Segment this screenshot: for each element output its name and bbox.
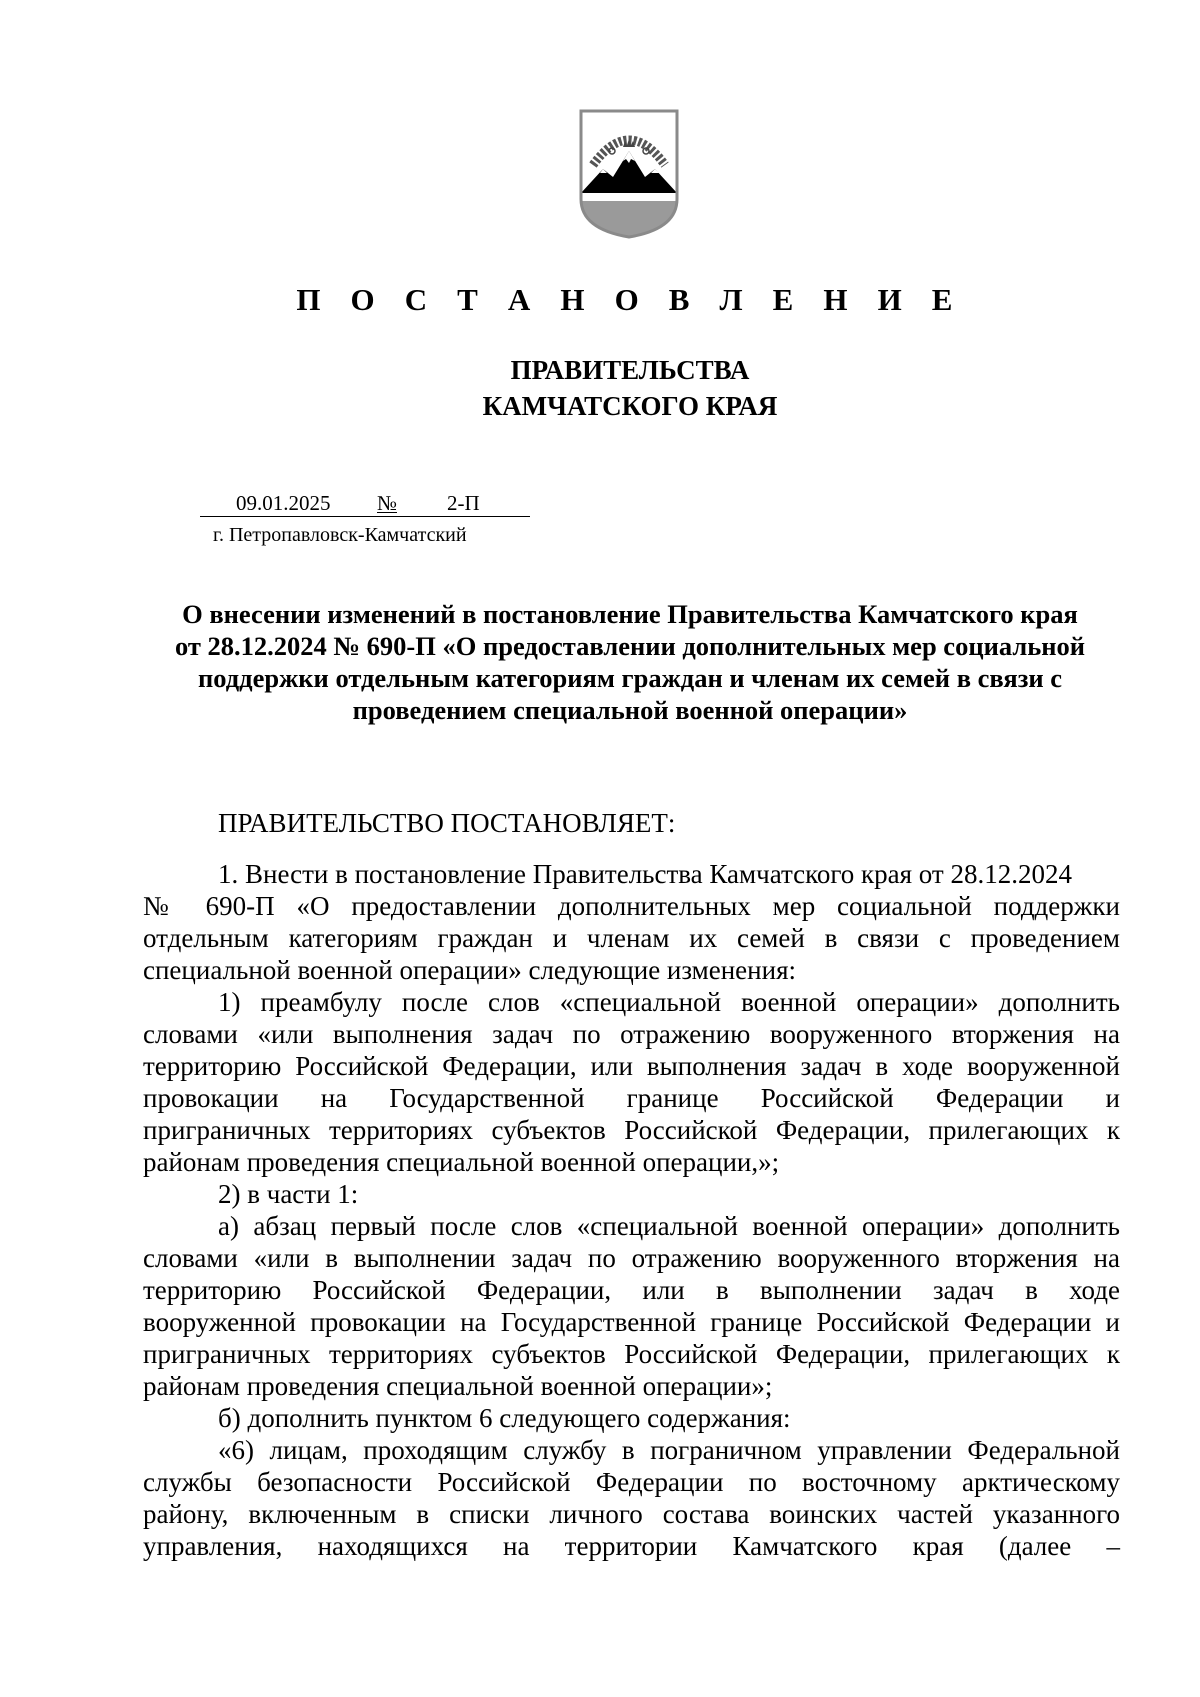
subject-line: от 28.12.2024 № 690-П «О предоставлении дополнительных мер социальной <box>174 631 1086 661</box>
body-line: территорию Российской Федерации, или выполнения задач в ходе вооруженной <box>143 1051 1120 1081</box>
body-line: отдельным категориям граждан и членам их семей в связи с проведением <box>143 923 1120 953</box>
body-line: словами «или в выполнении задач по отражению вооруженного вторжения на <box>143 1243 1120 1273</box>
body-line: вооруженной провокации на Государственной границе Российской Федерации и <box>143 1307 1120 1337</box>
document-type-heading: П О С Т А Н О В Л Е Н И Е <box>296 282 964 317</box>
issuer-line: КАМЧАТСКОГО КРАЯ <box>482 391 778 421</box>
body-line: словами «или выполнения задач по отражению вооруженного вторжения на <box>143 1019 1120 1049</box>
body-line: б) дополнить пунктом 6 следующего содержания: <box>218 1403 791 1433</box>
body-line: 2) в части 1: <box>218 1179 359 1209</box>
body-line: а) абзац первый после слов «специальной военной операции» дополнить <box>218 1211 1120 1241</box>
body-line: району, включенным в списки личного состава воинских частей указанного <box>143 1499 1120 1529</box>
body-line: управления, находящихся на территории Камчатского края (далее – <box>143 1531 1120 1561</box>
body-line: «6) лицам, проходящим службу в пограничном управлении Федеральной <box>218 1435 1120 1465</box>
subject-line: О внесении изменений в постановление Правительства Камчатского края <box>182 599 1078 629</box>
body-line: районам проведения специальной военной операции,»; <box>143 1147 780 1177</box>
body-line: 1) преамбулу после слов «специальной военной операции» дополнить <box>218 987 1120 1017</box>
document-date: 09.01.2025 <box>236 491 331 515</box>
issuer-line: ПРАВИТЕЛЬСТВА <box>510 355 750 385</box>
body-line: провокации на Государственной границе Российской Федерации и <box>143 1083 1120 1113</box>
decree-heading: ПРАВИТЕЛЬСТВО ПОСТАНОВЛЯЕТ: <box>218 808 676 838</box>
kamchatka-coat-of-arms-icon <box>573 107 685 239</box>
registration-line <box>200 490 530 517</box>
document-body <box>143 858 1120 1562</box>
place-of-issue: г. Петропавловск-Камчатский <box>213 524 467 546</box>
subject-line: поддержки отдельным категориям граждан и членам их семей в связи с <box>198 663 1062 693</box>
body-line: территорию Российской Федерации, или в выполнении задач в ходе <box>143 1275 1120 1305</box>
body-line: районам проведения специальной военной операции»; <box>143 1371 773 1401</box>
body-line: № 690-П «О предоставлении дополнительных мер социальной поддержки <box>143 891 1120 921</box>
body-line: службы безопасности Российской Федерации по восточному арктическому <box>143 1467 1120 1497</box>
body-line: приграничных территориях субъектов Российской Федерации, прилегающих к <box>143 1339 1120 1369</box>
number-sign: № <box>377 491 398 515</box>
document-subject <box>140 598 1120 726</box>
body-line: 1. Внести в постановление Правительства Камчатского края от 28.12.2024 <box>218 859 1072 889</box>
subject-line: проведением специальной военной операции» <box>352 695 908 725</box>
document-number: 2-П <box>447 491 480 515</box>
issuer-heading <box>0 352 1200 424</box>
body-line: специальной военной операции» следующие изменения: <box>143 955 796 985</box>
body-line: приграничных территориях субъектов Российской Федерации, прилегающих к <box>143 1115 1120 1145</box>
